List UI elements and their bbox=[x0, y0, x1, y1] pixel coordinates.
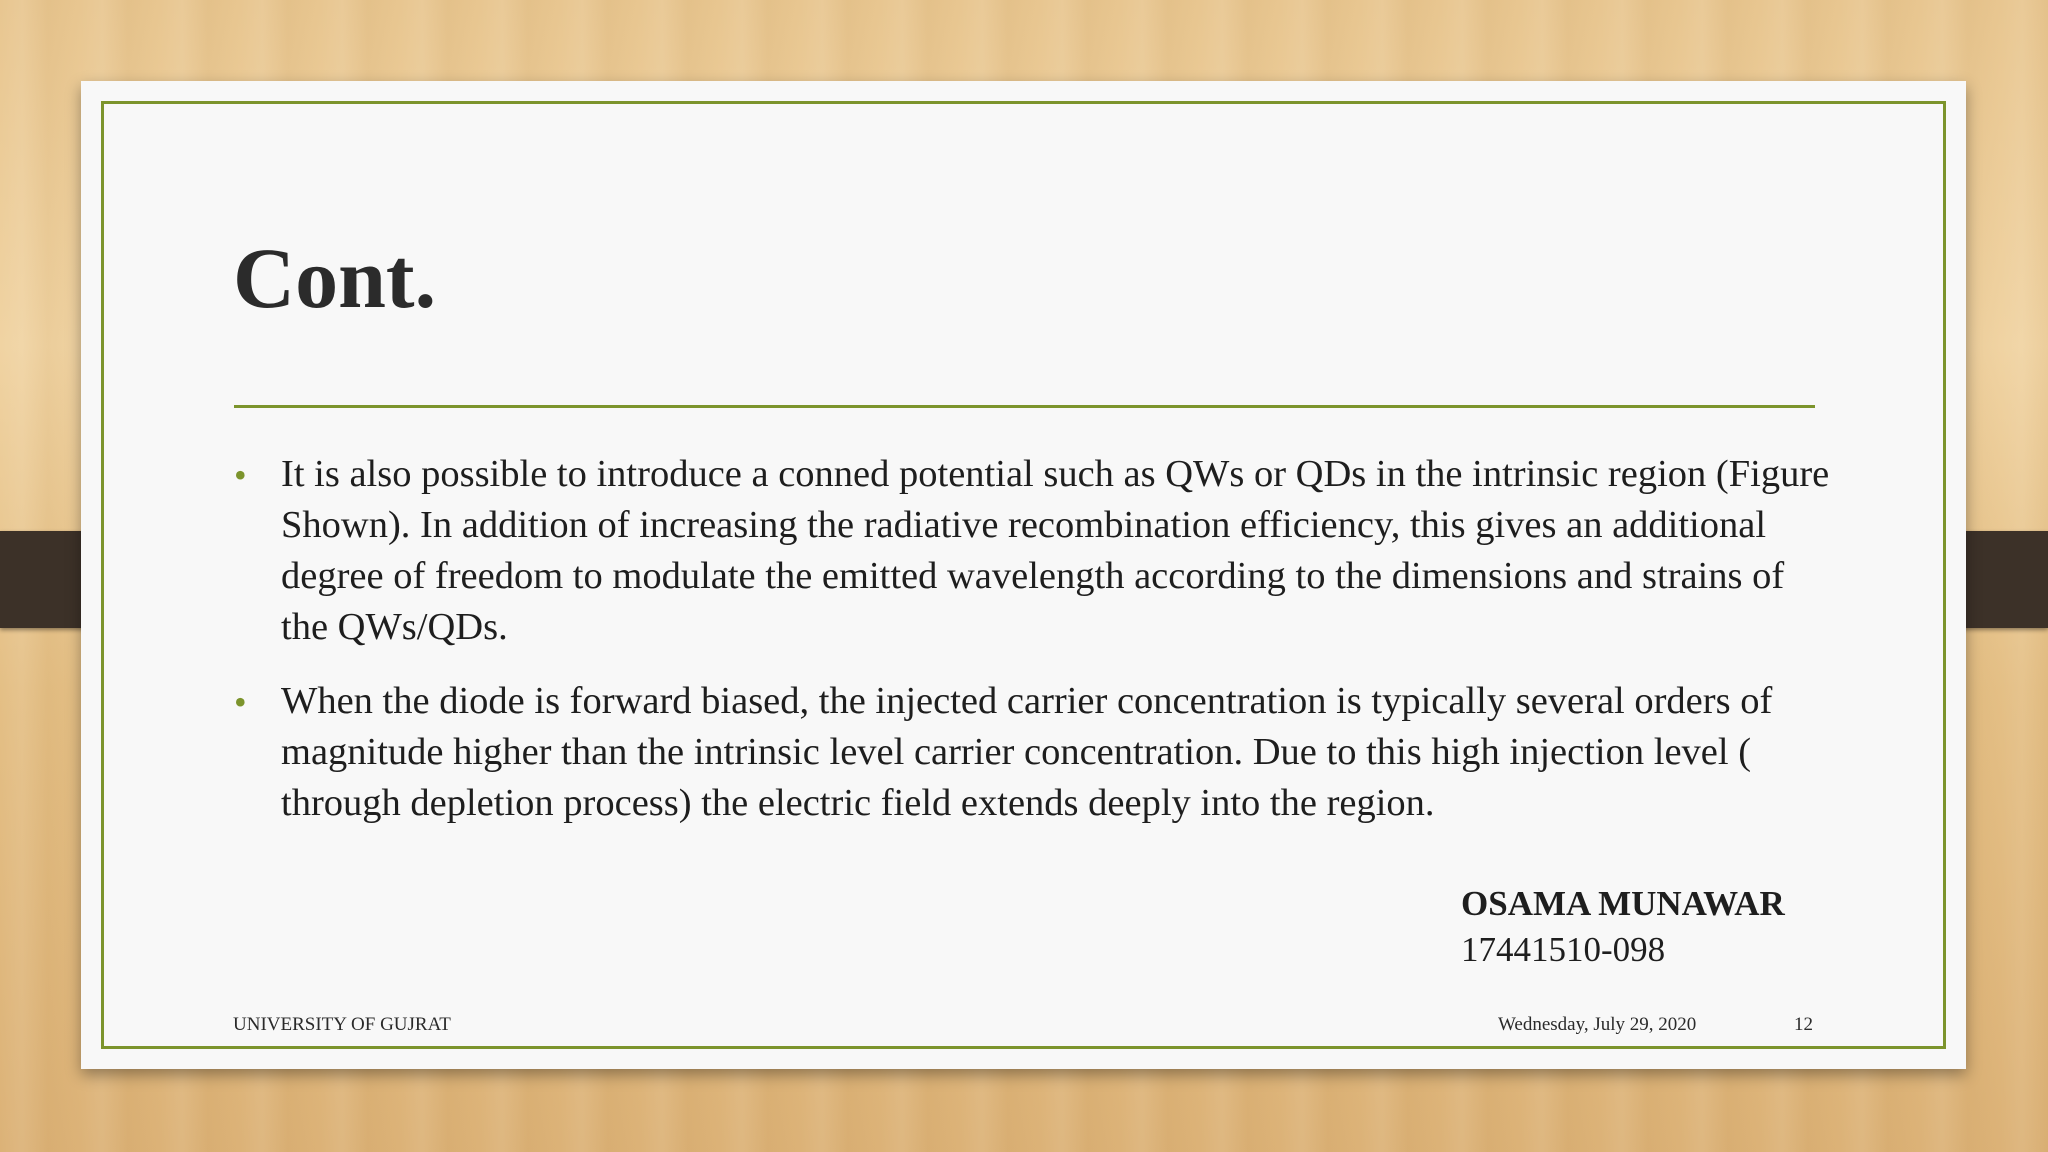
author-block bbox=[1461, 881, 1785, 973]
bullet-item bbox=[233, 449, 1833, 653]
footer-page-number: 12 bbox=[1794, 1014, 1813, 1035]
bullet-text: It is also possible to introduce a conned potential such as QWs or QDs in the intrinsic region (Figure Shown). In addition of increasing the radiative recombination efficiency, this gives an additional degree of freedom to modulate the emitted wavelength according to the dimensions and strains of the QWs/QDs. bbox=[281, 453, 1830, 648]
bullet-list bbox=[233, 449, 1833, 852]
footer-date: Wednesday, July 29, 2020 bbox=[1498, 1014, 1697, 1035]
footer-organization: UNIVERSITY OF GUJRAT bbox=[233, 1014, 451, 1035]
slide bbox=[81, 81, 1966, 1069]
bullet-dot-icon: • bbox=[234, 455, 247, 495]
bullet-item bbox=[233, 676, 1833, 829]
slide-title: Cont. bbox=[233, 230, 437, 326]
author-id: 17441510-098 bbox=[1461, 930, 1666, 969]
bullet-text: When the diode is forward biased, the injected carrier concentration is typically several orders of magnitude higher than the intrinsic level carrier concentration. Due to this high injection level ( through depletion process) the electric field extends deeply into the region. bbox=[281, 680, 1773, 824]
author-name: OSAMA MUNAWAR bbox=[1461, 884, 1785, 923]
bullet-dot-icon: • bbox=[234, 682, 247, 722]
title-divider bbox=[234, 405, 1815, 408]
